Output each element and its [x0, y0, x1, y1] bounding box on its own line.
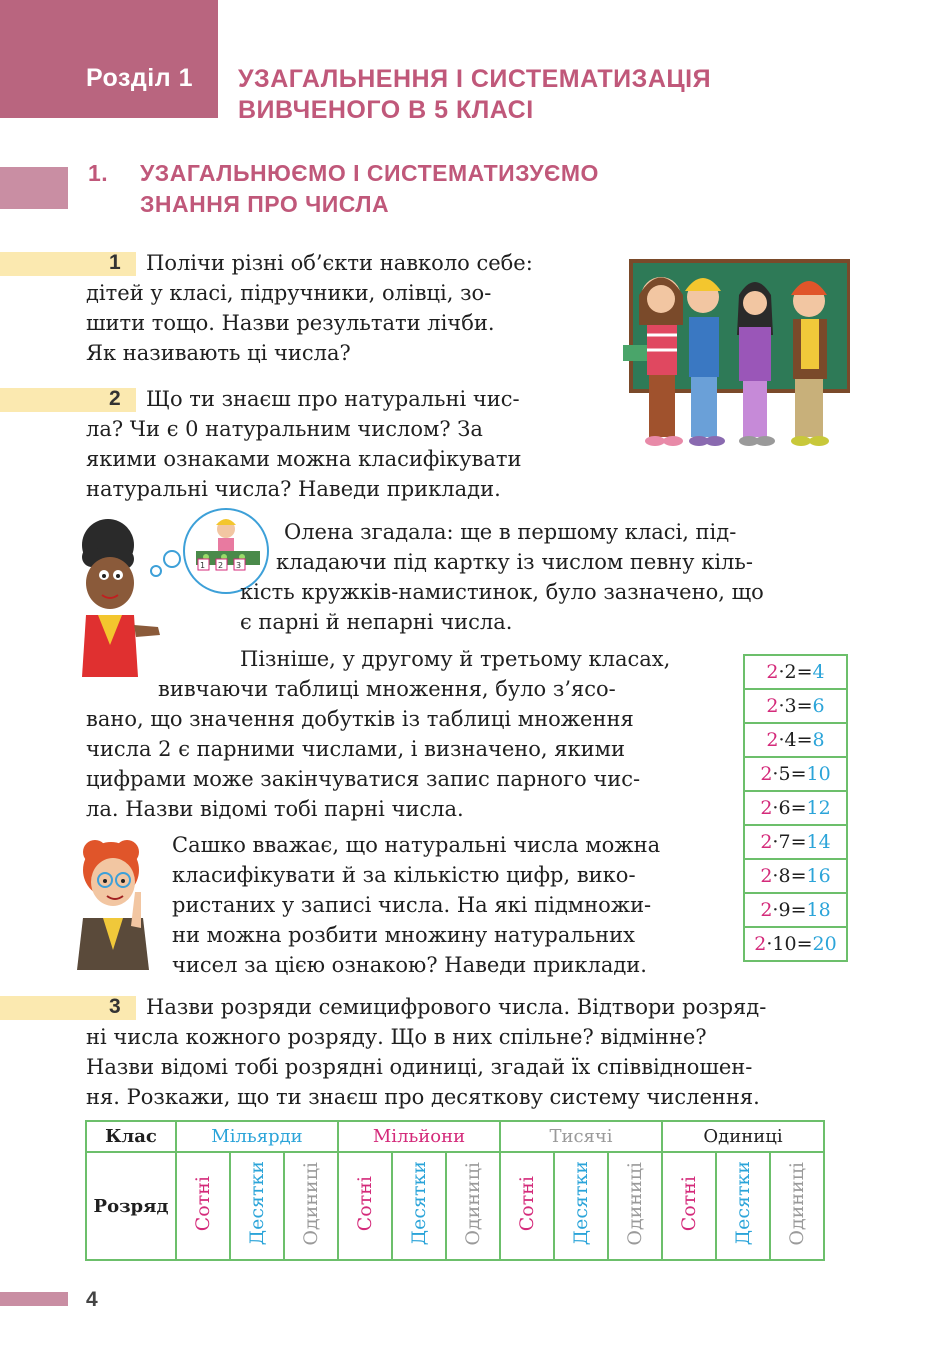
equals: = [790, 797, 807, 819]
multiplication-cell [744, 893, 847, 927]
section-label: Розділ 1 [86, 64, 193, 92]
product: 16 [806, 865, 831, 887]
multiplication-row [744, 723, 847, 757]
text-line: Сашко вважає, що натуральні числа можна [172, 833, 661, 857]
multiplication-row [744, 927, 847, 961]
factor-b: 7 [778, 831, 791, 853]
dot: · [766, 933, 773, 955]
subsection-title [88, 158, 599, 220]
factor-a: 2 [760, 899, 773, 921]
sashko-illustration [65, 830, 165, 970]
rank-label: Одиниці [462, 1161, 484, 1246]
text-line: Полічи різні об’єкти навколо себе: [146, 251, 533, 275]
rank-cell [716, 1152, 770, 1260]
factor-b: 5 [778, 763, 791, 785]
text-line: вано, що значення добутків із таблиці множення [86, 707, 634, 731]
children-at-board-illustration [615, 255, 850, 450]
factor-b: 8 [778, 865, 791, 887]
factor-a: 2 [760, 763, 773, 785]
rank-label: Десятки [732, 1161, 754, 1246]
class-thousands: Тисячі [500, 1121, 662, 1152]
product: 4 [812, 661, 825, 683]
text-line: класифікувати й за кількістю цифр, вико- [172, 863, 636, 887]
multiplication-cell [744, 859, 847, 893]
section-title-line: ВИВЧЕНОГО В 5 КЛАСІ [238, 96, 534, 124]
rank-label: Одиниці [786, 1161, 808, 1246]
rank-label: Одиниці [300, 1161, 322, 1246]
factor-b: 6 [778, 797, 791, 819]
multiplication-row [744, 825, 847, 859]
multiplication-row [744, 757, 847, 791]
product: 6 [812, 695, 825, 717]
factor-a: 2 [766, 729, 779, 751]
factor-b: 2 [784, 661, 797, 683]
text-line: Як називають ці числа? [86, 341, 351, 365]
place-value-table [85, 1120, 825, 1261]
text-line: Назви відомі тобі розрядні одиниці, згадай їх співвідношен- [86, 1055, 753, 1079]
product: 14 [806, 831, 831, 853]
rank-label: Сотні [516, 1175, 538, 1232]
card-number: 2 [218, 561, 224, 570]
text-line: Олена згадала: ще в першому класі, під- [284, 520, 737, 544]
multiplication-cell [744, 689, 847, 723]
subsection-title-line: УЗАГАЛЬНЮЄМО І СИСТЕМАТИЗУЄМО [140, 160, 599, 186]
text-line: кість кружків-намистинок, було зазначено, що [240, 580, 764, 604]
card-number: 3 [236, 561, 242, 570]
olena-text [240, 517, 850, 637]
page-footer-marker [0, 1292, 68, 1306]
factor-a: 2 [754, 933, 767, 955]
product: 8 [812, 729, 825, 751]
dot: · [778, 695, 785, 717]
text-line: ня. Розкажи, що ти знаєш про десяткову систему числення. [86, 1085, 760, 1109]
equals: = [790, 899, 807, 921]
product: 12 [806, 797, 831, 819]
equals: = [790, 865, 807, 887]
card-number: 1 [200, 561, 206, 570]
text-line: ристаних у записі числа. На які підмножи- [172, 893, 652, 917]
rank-cell [176, 1152, 230, 1260]
text-line: кладаючи під картку із числом певну кіль- [276, 550, 753, 574]
section-banner [0, 0, 218, 118]
rank-cell [230, 1152, 284, 1260]
rank-cell [554, 1152, 608, 1260]
rank-row [86, 1152, 824, 1260]
dot: · [778, 661, 785, 683]
rank-label: Сотні [192, 1175, 214, 1232]
class-units: Одиниці [662, 1121, 824, 1152]
multiplication-cell [744, 927, 847, 961]
text-line: Що ти знаєш про натуральні чис- [146, 387, 520, 411]
dot: · [772, 797, 779, 819]
text-line: Пізніше, у другому й третьому класах, [240, 647, 671, 671]
rank-label: Десятки [246, 1161, 268, 1246]
multiplication-cell [744, 791, 847, 825]
task-number: 3 [109, 995, 121, 1018]
later-text [86, 644, 726, 824]
dot: · [772, 899, 779, 921]
task3-text [86, 992, 850, 1112]
multiplication-row [744, 655, 847, 689]
text-line: ні числа кожного розряду. Що в них спільне? відмінне? [86, 1025, 707, 1049]
equals: = [796, 933, 813, 955]
section-title-line: УЗАГАЛЬНЕННЯ І СИСТЕМАТИЗАЦІЯ [238, 65, 712, 93]
dot: · [772, 865, 779, 887]
factor-a: 2 [760, 831, 773, 853]
text-line: є парні й непарні числа. [240, 610, 513, 634]
subsection-title-row [88, 158, 599, 189]
text-line: ни можна розбити множину натуральних [172, 923, 636, 947]
dot: · [772, 831, 779, 853]
multiplication-cell [744, 757, 847, 791]
multiplication-row [744, 689, 847, 723]
factor-a: 2 [766, 695, 779, 717]
text-line: натуральні числа? Наведи приклади. [86, 477, 501, 501]
rank-label: Десятки [408, 1161, 430, 1246]
class-row [86, 1121, 824, 1152]
product: 10 [806, 763, 831, 785]
rank-cell [770, 1152, 824, 1260]
factor-a: 2 [766, 661, 779, 683]
subsection-title-line: ЗНАННЯ ПРО ЧИСЛА [140, 191, 390, 217]
sashko-text [172, 830, 726, 980]
multiplication-row [744, 893, 847, 927]
task2-text [86, 384, 583, 504]
dot: · [778, 729, 785, 751]
multiplication-row [744, 791, 847, 825]
class-header: Клас [86, 1121, 176, 1152]
rank-label: Сотні [678, 1175, 700, 1232]
rank-label: Одиниці [624, 1161, 646, 1246]
section-title [238, 64, 711, 126]
multiplication-table [743, 654, 848, 962]
equals: = [796, 695, 813, 717]
text-line: ла. Назви відомі тобі парні числа. [86, 797, 464, 821]
text-line: Назви розряди семицифрового числа. Відтвори розряд- [146, 995, 767, 1019]
rank-cell [500, 1152, 554, 1260]
rank-cell [446, 1152, 500, 1260]
text-line: дітей у класі, підручники, олівці, зо- [86, 281, 492, 305]
subsection-marker [0, 167, 68, 209]
page-number: 4 [86, 1288, 98, 1311]
text-line: якими ознаками можна класифікувати [86, 447, 522, 471]
multiplication-cell [744, 825, 847, 859]
rank-cell [608, 1152, 662, 1260]
text-line: шити тощо. Назви результати лічби. [86, 311, 495, 335]
rank-cell [338, 1152, 392, 1260]
text-line: чисел за цією ознакою? Наведи приклади. [172, 953, 647, 977]
dot: · [772, 763, 779, 785]
rank-cell [662, 1152, 716, 1260]
text-line: числа 2 є парними числами, і визначено, якими [86, 737, 625, 761]
multiplication-cell [744, 655, 847, 689]
equals: = [790, 831, 807, 853]
rank-label: Сотні [354, 1175, 376, 1232]
rank-label: Десятки [570, 1161, 592, 1246]
factor-b: 4 [784, 729, 797, 751]
subsection-number: 1. [88, 160, 109, 186]
task1-text [86, 248, 583, 368]
factor-b: 3 [784, 695, 797, 717]
equals: = [796, 661, 813, 683]
factor-a: 2 [760, 865, 773, 887]
factor-a: 2 [760, 797, 773, 819]
rank-cell [392, 1152, 446, 1260]
task-number: 2 [109, 387, 121, 410]
rank-cell [284, 1152, 338, 1260]
text-line: ла? Чи є 0 натуральним числом? За [86, 417, 483, 441]
factor-b: 10 [772, 933, 797, 955]
multiplication-row [744, 859, 847, 893]
equals: = [790, 763, 807, 785]
equals: = [796, 729, 813, 751]
product: 20 [812, 933, 837, 955]
factor-b: 9 [778, 899, 791, 921]
product: 18 [806, 899, 831, 921]
multiplication-cell [744, 723, 847, 757]
text-line: вивчаючи таблиці множення, було з’ясо- [158, 677, 616, 701]
class-billions: Мільярди [176, 1121, 338, 1152]
rank-header: Розряд [86, 1152, 176, 1260]
class-millions: Мільйони [338, 1121, 500, 1152]
task-number: 1 [109, 251, 121, 274]
text-line: цифрами може закінчуватися запис парного чис- [86, 767, 641, 791]
